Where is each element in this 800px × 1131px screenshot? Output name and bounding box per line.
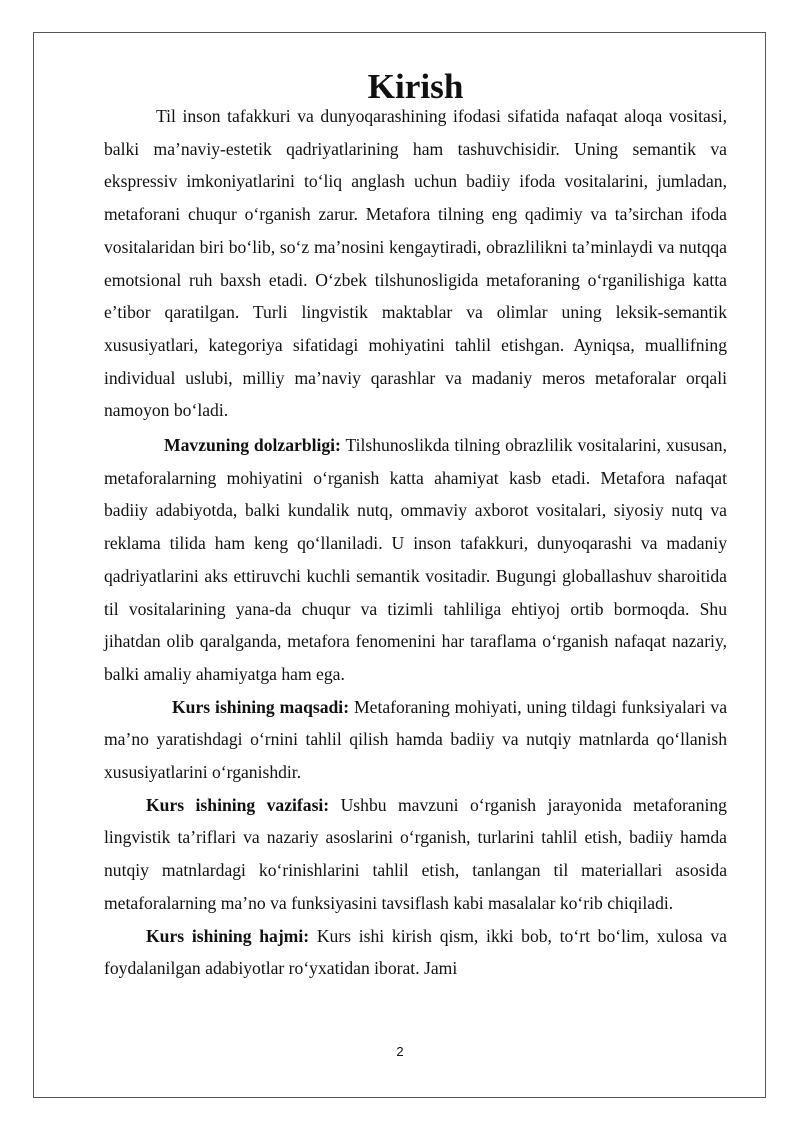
relevance-text: Tilshunoslikda tilning obrazlilik vositalarini, xususan, metaforalarning mohiyatini o‘rganish katta ahamiyat kasb etadi. Metafora nafaqat badiiy adabiyotda, balki kundalik nutq, ommaviy axborot vositalari, siyosiy nutq va reklama tilida ham keng qo‘llaniladi. U inson tafakkuri, dunyoqarashi va madaniy qadriyatlarini aks ettiruvchi kuchli semantik vositadir. Bugungi globallashuv sharoitida til vositalarining yana-da chuqur va tizimli tahliliga ehtiyoj ortib bormoqda. Shu jihatdan olib qaralganda, metafora fenomenini har taraflama o‘rganish nafaqat nazariy, balki amaliy ahamiyatga ham ega. <box>104 435 727 684</box>
intro-paragraph: Til inson tafakkuri va dunyoqarashining ifodasi sifatida nafaqat aloqa vositasi, balki ma’naviy-estetik qadriyatlarining ham tashuvchisidir. Uning semantik va ekspressiv imkoniyatlarini to‘liq anglash uchun badiiy ifoda vositalarini, jumladan, metaforani chuqur o‘rganish zarur. Metafora tilning eng qadimiy va ta’sirchan ifoda vositalaridan biri bo‘lib, so‘z ma’nosini kengaytiradi, obrazlilikni ta’minlaydi va nutqqa emotsional ruh baxsh etadi. O‘zbek tilshunosligida metaforaning o‘rganilishiga katta e’tibor qaratilgan. Turli lingvistik maktablar va olimlar uning leksik-semantik xususiyatlari, kategoriya sifatidagi mohiyatini tahlil etishgan. Ayniqsa, muallifning individual uslubi, milliy ma’naviy qarashlar va madaniy meros metaforalar orqali namoyon bo‘ladi. <box>104 106 727 421</box>
goal-paragraph <box>104 691 727 789</box>
volume-text: Kurs ishi kirish qism, ikki bob, to‘rt bo‘lim, xulosa va foydalanilgan adabiyotlar ro‘yxatidan iborat. Jami <box>104 925 727 979</box>
tasks-paragraph <box>104 789 727 920</box>
relevance-heading: Mavzuning dolzarbligi: <box>164 435 341 456</box>
tasks-text: Ushbu mavzuni o‘rganish jarayonida metaforaning lingvistik ta’riflari va nazariy asoslarini o‘rganish, turlarini tahlil etish, badiiy hamda nutqiy matnlardagi ko‘rinishlarini tahlil etish, tanlangan til materiallari asosida metaforalarning ma’no va funksiyasini tavsiflash kabi masalalar ko‘rib chiqiladi. <box>104 794 727 913</box>
document-body <box>104 67 727 985</box>
volume-heading: Kurs ishining hajmi: <box>146 925 310 946</box>
relevance-paragraph <box>104 429 727 691</box>
volume-paragraph <box>104 920 727 985</box>
section-title: Kirish <box>367 67 464 106</box>
goal-heading: Kurs ishining maqsadi: <box>172 696 350 717</box>
tasks-heading: Kurs ishining vazifasi: <box>146 794 330 815</box>
page-number: 2 <box>396 1044 404 1059</box>
goal-text: Metaforaning mohiyati, uning tildagi funksiyalari va ma’no yaratishdagi o‘rnini tahlil qilish hamda badiiy va nutqiy matnlarda qo‘llanish xususiyatlarini o‘rganishdir. <box>104 696 727 783</box>
